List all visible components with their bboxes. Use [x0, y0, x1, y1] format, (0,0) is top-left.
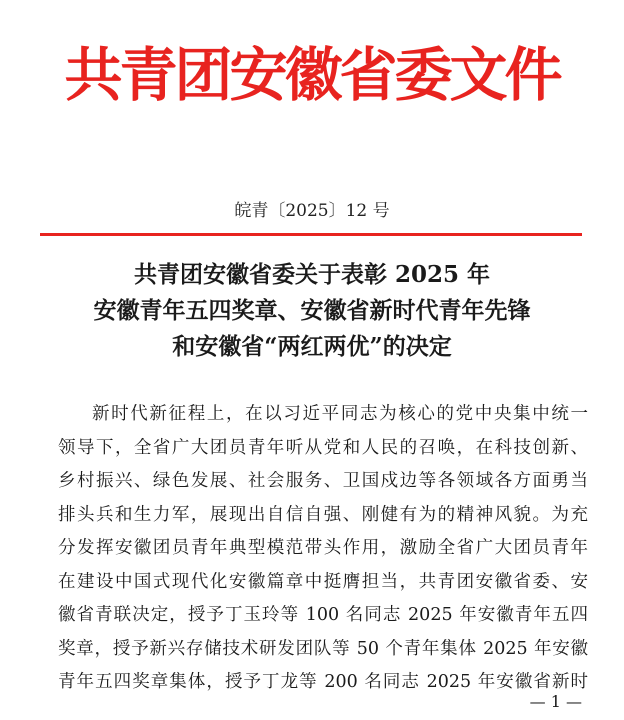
body-line: 排头兵和生力军，展现出自信自强、刚健有为的精神风貌。为充	[58, 504, 588, 525]
body-line: 领导下，全省广大团员青年听从党和人民的召唤，在科技创新、	[58, 437, 588, 458]
body-line: 青年五四奖章集体，授予丁龙等 200 名同志 2025 年安徽省新时	[58, 672, 588, 692]
body-line: 在建设中国式现代化安徽篇章中挺膺担当，共青团安徽省委、安	[58, 571, 588, 592]
body-line: 奖章，授予新兴存储技术研发团队等 50 个青年集体 2025 年安徽	[58, 638, 588, 659]
red-divider-line	[40, 233, 582, 236]
body-line: 徽省青联决定，授予丁玉玲等 100 名同志 2025 年安徽青年五四	[58, 605, 588, 625]
document-number: 皖青〔2025〕12 号	[234, 201, 390, 221]
title-line-2: 安徽青年五四奖章、安徽省新时代青年先锋	[93, 297, 531, 324]
document-header-title: 共青团安徽省委文件	[64, 41, 560, 109]
body-paragraph	[58, 398, 588, 700]
title-line-1: 共青团安徽省委关于表彰 2025 年	[133, 261, 491, 288]
title-line-3: 和安徽省“两红两优”的决定	[172, 333, 452, 360]
body-line: 分发挥安徽团员青年典型模范带头作用，激励全省广大团员青年	[58, 538, 588, 558]
body-line: 乡村振兴、绿色发展、社会服务、卫国戍边等各领域各方面勇当	[58, 471, 588, 491]
page-number: — 1 —	[529, 692, 582, 711]
body-line: 新时代新征程上，在以习近平同志为核心的党中央集中统一	[92, 404, 588, 424]
decision-title	[0, 257, 624, 365]
